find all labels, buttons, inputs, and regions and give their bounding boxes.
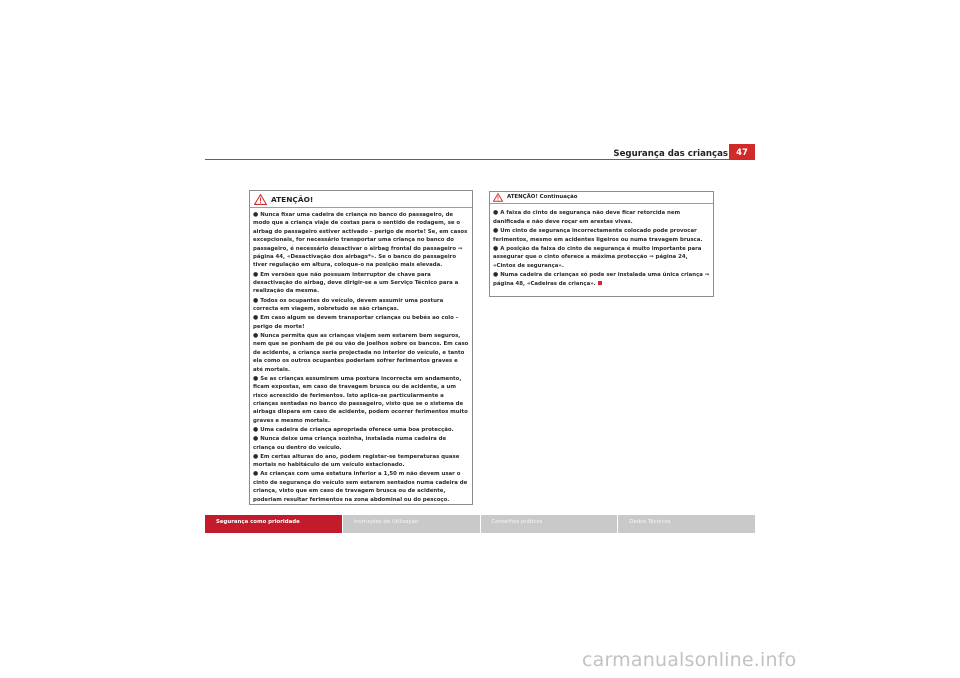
page-number-badge: 47	[729, 144, 755, 160]
warning-item: ● Nunca deixe uma criança sozinha, instalada numa cadeira de criança ou dentro do veículo.	[253, 435, 447, 451]
warning-item: ● Em caso algum se devem transportar crianças ou bebés ao colo – perigo de morte!	[253, 314, 459, 330]
warning-title: ATENÇÃO! Continuação	[507, 194, 578, 200]
warning-item: ● Nunca permita que as crianças viajem sem estarem bem seguros, nem que se ponham de pé ou vão de joelhos sobre os bancos. Em caso de acidente, a criança seria projectada no interior do veículo, e tanto ela como os outros ocupantes poderiam sofrer ferimentos graves e até mortais.	[253, 331, 469, 373]
footer-navigation	[205, 515, 755, 533]
watermark: carmanualsonline.info	[582, 649, 797, 671]
warning-box-left	[249, 190, 473, 505]
warning-item: ● Uma cadeira de criança apropriada oferece uma boa protecção.	[253, 425, 454, 433]
header-divider	[205, 159, 755, 160]
warning-body	[490, 204, 713, 289]
warning-item: ● Um cinto de segurança incorrectamente colocado pode provocar ferimentos, mesmo em acidentes ligeiros ou numa travagem brusca.	[493, 226, 703, 243]
footer-tab-dados-tecnicos[interactable]: Dados Técnicos	[629, 519, 671, 525]
warning-item: ● Se as crianças assumirem uma postura incorrecta em andamento, ficam expostas, em caso de travagem brusca ou de acidente, a um risco acrescido de ferimentos. Isto aplica-se particularmente a crianças sentadas no banco do passageiro, visto que se o sistema de airbags dispara em caso de acidente, podem ocorrer ferimentos muito graves e mesmo mortais.	[253, 374, 468, 424]
warning-item: ● Em versões que não possuam interruptor de chave para desactivação do airbag, deve dirigir-se a um Serviço Técnico para a realização da mesma.	[253, 270, 459, 295]
warning-item: ● A posição da faixa do cinto de segurança é muito importante para assegurar que o cinto oferece a máxima protecção ⇒ página 24, «Cintos de segurança».	[493, 244, 702, 269]
warning-item: ● As crianças com uma estatura inferior a 1,50 m não devem usar o cinto de segurança do veículo sem estarem sentados numa cadeira de criança, visto que em caso de travagem brusca ou de acidente, poderiam resultar ferimentos na zona abdominal ou do pescoço.	[253, 470, 468, 503]
footer-tab-seguranca[interactable]: Segurança como prioridade	[205, 515, 343, 533]
warning-item: ● Em certas alturas do ano, podem registar-se temperaturas quase mortais no habitáculo de um veículo estacionado.	[253, 452, 460, 469]
warning-header	[490, 192, 713, 204]
page-section-title: Segurança das crianças	[613, 149, 728, 159]
warning-triangle-icon	[493, 193, 503, 202]
warning-header	[250, 191, 472, 208]
footer-tab-conselhos[interactable]: Conselhos práticos	[481, 515, 619, 533]
warning-body	[250, 208, 472, 504]
warning-title: ATENÇÃO!	[271, 195, 314, 204]
warning-item: ● A faixa do cinto de segurança não deve ficar retorcida nem danificada e não deve roçar em arestas vivas.	[493, 209, 681, 225]
end-of-section-icon	[598, 281, 602, 285]
warning-triangle-icon	[254, 194, 267, 205]
footer-tab-instrucoes[interactable]: Instruções de Utilização	[343, 515, 481, 533]
warning-item: ● Numa cadeira de crianças só pode ser instalada uma única criança ⇒ página 48, «Cadeiras de criança».	[493, 271, 710, 287]
warning-item: ● Todos os ocupantes do veículo, devem assumir uma postura correcta em viagem, sobretudo se são crianças.	[253, 296, 444, 313]
warning-item: ● Nunca fixar uma cadeira de criança no banco do passageiro, de modo que a criança viaje de costas para o sentido de rodagem, se o airbag do passageiro estiver activado – perigo de morte! Se, em casos excepcionais, for necessário transportar uma criança no banco do passageiro, é necessário desactivar o airbag frontal do passageiro ⇒ página 44, «Desactivação dos airbags*». Se o banco do passageiro tiver regulação em altura, coloque-o na posição mais elevada.	[253, 211, 468, 269]
warning-box-right	[489, 191, 714, 297]
